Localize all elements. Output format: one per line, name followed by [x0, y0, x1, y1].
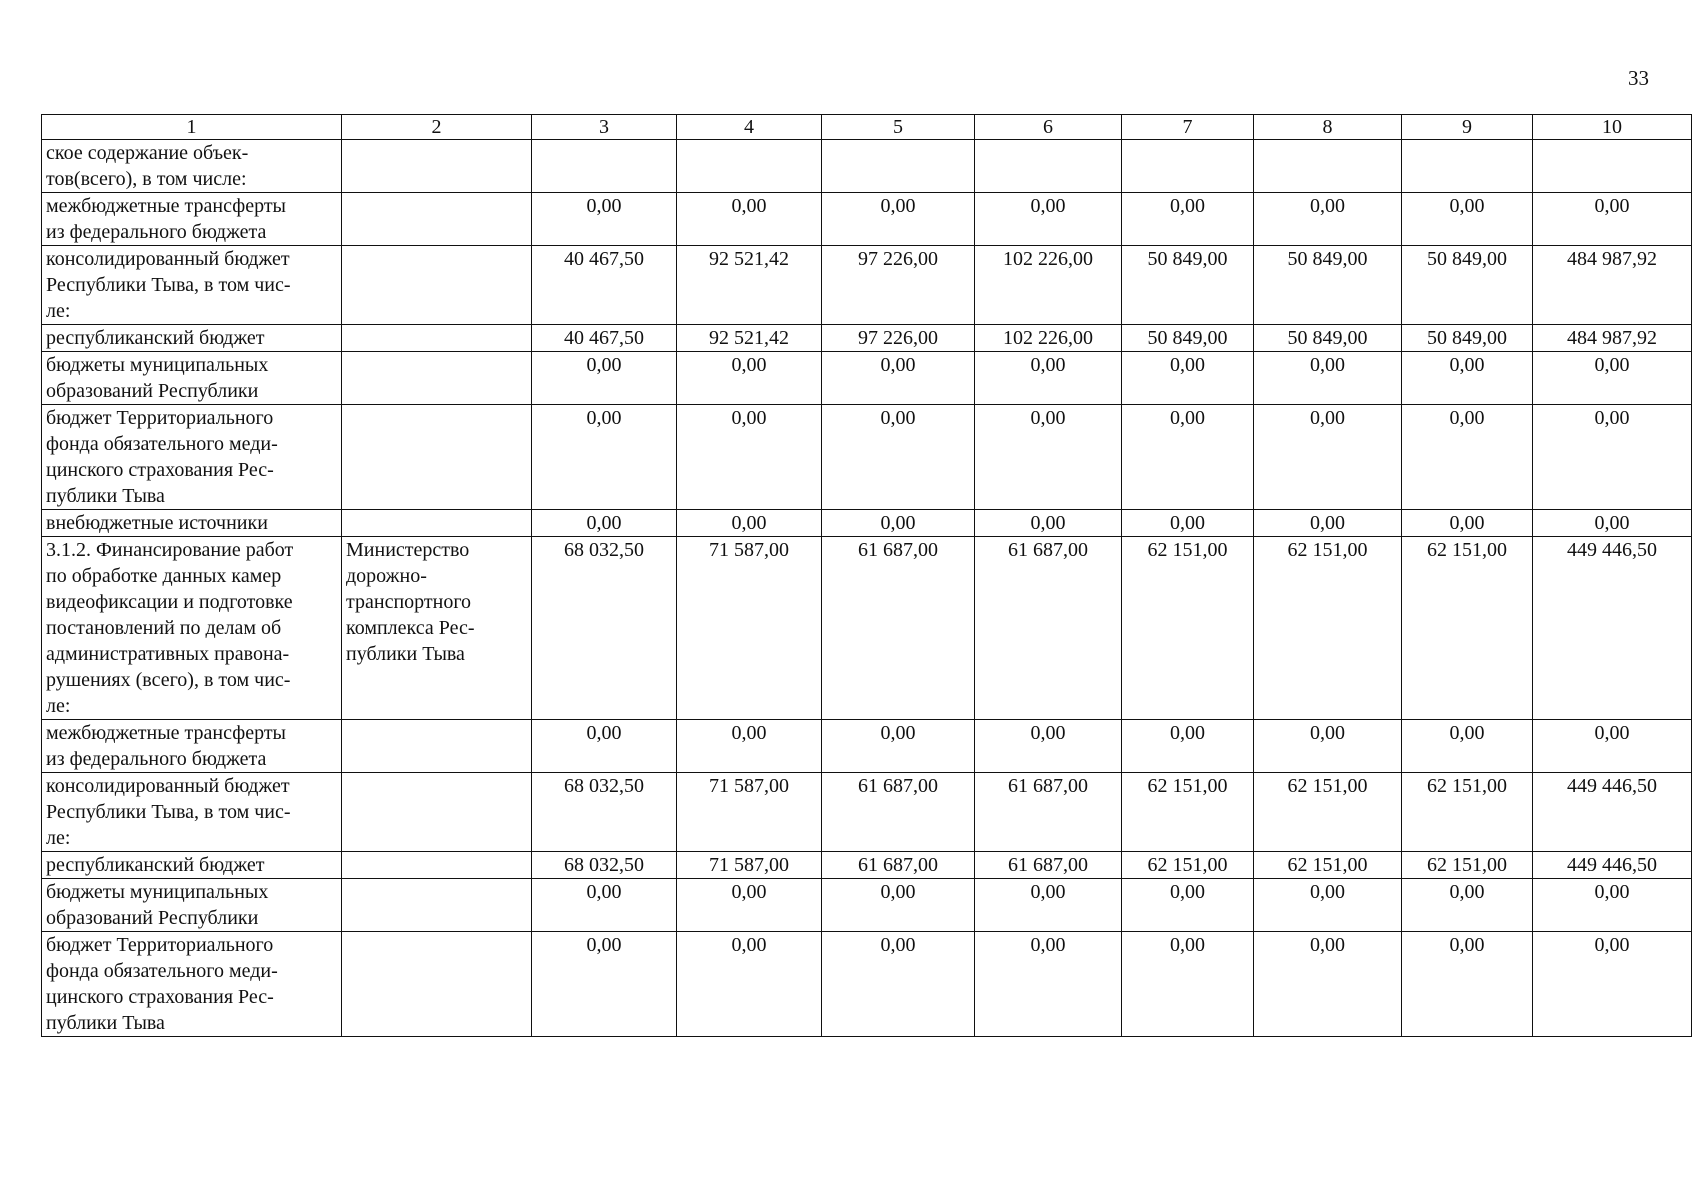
value-cell: 0,00: [677, 932, 822, 1037]
value-cell: 449 446,50: [1533, 773, 1692, 852]
table-row: [42, 246, 1692, 325]
value-cell: [1122, 140, 1254, 193]
value-cell: 0,00: [1254, 405, 1402, 510]
value-cell: 50 849,00: [1254, 325, 1402, 352]
value-cell: 62 151,00: [1122, 537, 1254, 720]
column-header: 2: [342, 115, 532, 140]
value-cell: 0,00: [677, 879, 822, 932]
row-label: ское содержание объек- тов(всего), в том числе:: [42, 140, 342, 193]
value-cell: 449 446,50: [1533, 852, 1692, 879]
value-cell: 449 446,50: [1533, 537, 1692, 720]
value-cell: 62 151,00: [1402, 852, 1533, 879]
value-cell: 50 849,00: [1402, 325, 1533, 352]
value-cell: 0,00: [532, 510, 677, 537]
table-row: [42, 537, 1692, 720]
value-cell: 0,00: [822, 932, 975, 1037]
value-cell: 0,00: [1533, 720, 1692, 773]
value-cell: 0,00: [1254, 510, 1402, 537]
value-cell: [975, 140, 1122, 193]
value-cell: 62 151,00: [1122, 852, 1254, 879]
value-cell: [1402, 140, 1533, 193]
value-cell: 0,00: [1533, 510, 1692, 537]
column-header: 10: [1533, 115, 1692, 140]
responsible-organization: [342, 140, 532, 193]
value-cell: 0,00: [822, 352, 975, 405]
value-cell: 102 226,00: [975, 325, 1122, 352]
table-row: [42, 852, 1692, 879]
responsible-organization: [342, 932, 532, 1037]
responsible-organization: Министерство дорожно- транспортного комплекса Рес- публики Тыва: [342, 537, 532, 720]
value-cell: 0,00: [677, 352, 822, 405]
value-cell: 0,00: [677, 510, 822, 537]
responsible-organization: [342, 325, 532, 352]
value-cell: 61 687,00: [975, 537, 1122, 720]
value-cell: 0,00: [822, 879, 975, 932]
value-cell: [532, 140, 677, 193]
value-cell: 61 687,00: [975, 852, 1122, 879]
column-header: 7: [1122, 115, 1254, 140]
value-cell: 0,00: [1254, 720, 1402, 773]
responsible-organization: [342, 720, 532, 773]
column-header: 3: [532, 115, 677, 140]
value-cell: 50 849,00: [1254, 246, 1402, 325]
value-cell: 0,00: [975, 720, 1122, 773]
value-cell: 0,00: [677, 405, 822, 510]
budget-table: [41, 114, 1692, 1037]
value-cell: 0,00: [1254, 879, 1402, 932]
responsible-organization: [342, 773, 532, 852]
value-cell: 0,00: [532, 720, 677, 773]
row-label: 3.1.2. Финансирование работ по обработке данных камер видеофиксации и подготовке постановлений по делам об административных правона- рушениях (всего), в том чис- ле:: [42, 537, 342, 720]
value-cell: 0,00: [1533, 352, 1692, 405]
column-header: 4: [677, 115, 822, 140]
value-cell: 0,00: [822, 720, 975, 773]
value-cell: 0,00: [822, 510, 975, 537]
value-cell: 0,00: [822, 405, 975, 510]
table-body: [42, 115, 1692, 1037]
value-cell: [822, 140, 975, 193]
value-cell: 0,00: [975, 405, 1122, 510]
value-cell: 102 226,00: [975, 246, 1122, 325]
column-header: 8: [1254, 115, 1402, 140]
value-cell: 0,00: [677, 720, 822, 773]
value-cell: 68 032,50: [532, 852, 677, 879]
value-cell: 0,00: [1402, 879, 1533, 932]
row-label: межбюджетные трансферты из федерального бюджета: [42, 193, 342, 246]
row-label: консолидированный бюджет Республики Тыва, в том чис- ле:: [42, 246, 342, 325]
value-cell: 0,00: [1533, 932, 1692, 1037]
table-row: [42, 193, 1692, 246]
value-cell: 68 032,50: [532, 537, 677, 720]
value-cell: 0,00: [1254, 193, 1402, 246]
value-cell: 0,00: [1402, 510, 1533, 537]
value-cell: 0,00: [1122, 932, 1254, 1037]
value-cell: 92 521,42: [677, 325, 822, 352]
value-cell: 62 151,00: [1402, 537, 1533, 720]
table-row: [42, 405, 1692, 510]
value-cell: 0,00: [1122, 405, 1254, 510]
value-cell: 0,00: [975, 879, 1122, 932]
table-row: [42, 879, 1692, 932]
value-cell: 61 687,00: [822, 852, 975, 879]
value-cell: [1254, 140, 1402, 193]
table-row: [42, 352, 1692, 405]
value-cell: 0,00: [1533, 879, 1692, 932]
value-cell: 0,00: [1402, 193, 1533, 246]
table-row: [42, 720, 1692, 773]
value-cell: 0,00: [532, 879, 677, 932]
row-label: бюджет Территориального фонда обязательного меди- цинского страхования Рес- публики Тыва: [42, 932, 342, 1037]
value-cell: 68 032,50: [532, 773, 677, 852]
row-label: республиканский бюджет: [42, 852, 342, 879]
responsible-organization: [342, 879, 532, 932]
value-cell: 484 987,92: [1533, 325, 1692, 352]
value-cell: 0,00: [975, 510, 1122, 537]
row-label: внебюджетные источники: [42, 510, 342, 537]
value-cell: 0,00: [1402, 405, 1533, 510]
value-cell: 40 467,50: [532, 325, 677, 352]
value-cell: 50 849,00: [1402, 246, 1533, 325]
row-label: бюджеты муниципальных образований Республики: [42, 352, 342, 405]
value-cell: 71 587,00: [677, 537, 822, 720]
row-label: консолидированный бюджет Республики Тыва, в том чис- ле:: [42, 773, 342, 852]
column-number-row: [42, 115, 1692, 140]
column-header: 9: [1402, 115, 1533, 140]
row-label: республиканский бюджет: [42, 325, 342, 352]
value-cell: 0,00: [1122, 352, 1254, 405]
value-cell: 0,00: [1533, 193, 1692, 246]
value-cell: 0,00: [1402, 932, 1533, 1037]
value-cell: 62 151,00: [1254, 852, 1402, 879]
value-cell: 0,00: [1402, 352, 1533, 405]
value-cell: 61 687,00: [975, 773, 1122, 852]
responsible-organization: [342, 510, 532, 537]
value-cell: [1533, 140, 1692, 193]
value-cell: 62 151,00: [1122, 773, 1254, 852]
value-cell: 97 226,00: [822, 246, 975, 325]
value-cell: 0,00: [532, 932, 677, 1037]
value-cell: 0,00: [1402, 720, 1533, 773]
column-header: 5: [822, 115, 975, 140]
value-cell: 0,00: [1254, 352, 1402, 405]
value-cell: 0,00: [532, 352, 677, 405]
value-cell: 484 987,92: [1533, 246, 1692, 325]
table-row: [42, 325, 1692, 352]
value-cell: 97 226,00: [822, 325, 975, 352]
column-header: 1: [42, 115, 342, 140]
value-cell: 62 151,00: [1402, 773, 1533, 852]
value-cell: 62 151,00: [1254, 773, 1402, 852]
value-cell: 61 687,00: [822, 537, 975, 720]
column-header: 6: [975, 115, 1122, 140]
responsible-organization: [342, 246, 532, 325]
value-cell: 0,00: [822, 193, 975, 246]
value-cell: 0,00: [677, 193, 822, 246]
row-label: межбюджетные трансферты из федерального бюджета: [42, 720, 342, 773]
value-cell: 0,00: [1122, 879, 1254, 932]
responsible-organization: [342, 352, 532, 405]
row-label: бюджет Территориального фонда обязательного меди- цинского страхования Рес- публики Тыва: [42, 405, 342, 510]
value-cell: 0,00: [532, 193, 677, 246]
value-cell: 0,00: [1122, 193, 1254, 246]
value-cell: 0,00: [1122, 510, 1254, 537]
value-cell: 92 521,42: [677, 246, 822, 325]
table-row: [42, 773, 1692, 852]
value-cell: [677, 140, 822, 193]
value-cell: 0,00: [975, 932, 1122, 1037]
table-row: [42, 140, 1692, 193]
value-cell: 61 687,00: [822, 773, 975, 852]
value-cell: 0,00: [1122, 720, 1254, 773]
value-cell: 71 587,00: [677, 773, 822, 852]
responsible-organization: [342, 193, 532, 246]
value-cell: 71 587,00: [677, 852, 822, 879]
table-row: [42, 510, 1692, 537]
value-cell: 0,00: [1533, 405, 1692, 510]
value-cell: 0,00: [532, 405, 677, 510]
value-cell: 50 849,00: [1122, 325, 1254, 352]
table-row: [42, 932, 1692, 1037]
value-cell: 40 467,50: [532, 246, 677, 325]
responsible-organization: [342, 852, 532, 879]
value-cell: 0,00: [975, 352, 1122, 405]
responsible-organization: [342, 405, 532, 510]
row-label: бюджеты муниципальных образований Республики: [42, 879, 342, 932]
value-cell: 50 849,00: [1122, 246, 1254, 325]
value-cell: 62 151,00: [1254, 537, 1402, 720]
value-cell: 0,00: [1254, 932, 1402, 1037]
page-number: 33: [1628, 66, 1649, 90]
value-cell: 0,00: [975, 193, 1122, 246]
